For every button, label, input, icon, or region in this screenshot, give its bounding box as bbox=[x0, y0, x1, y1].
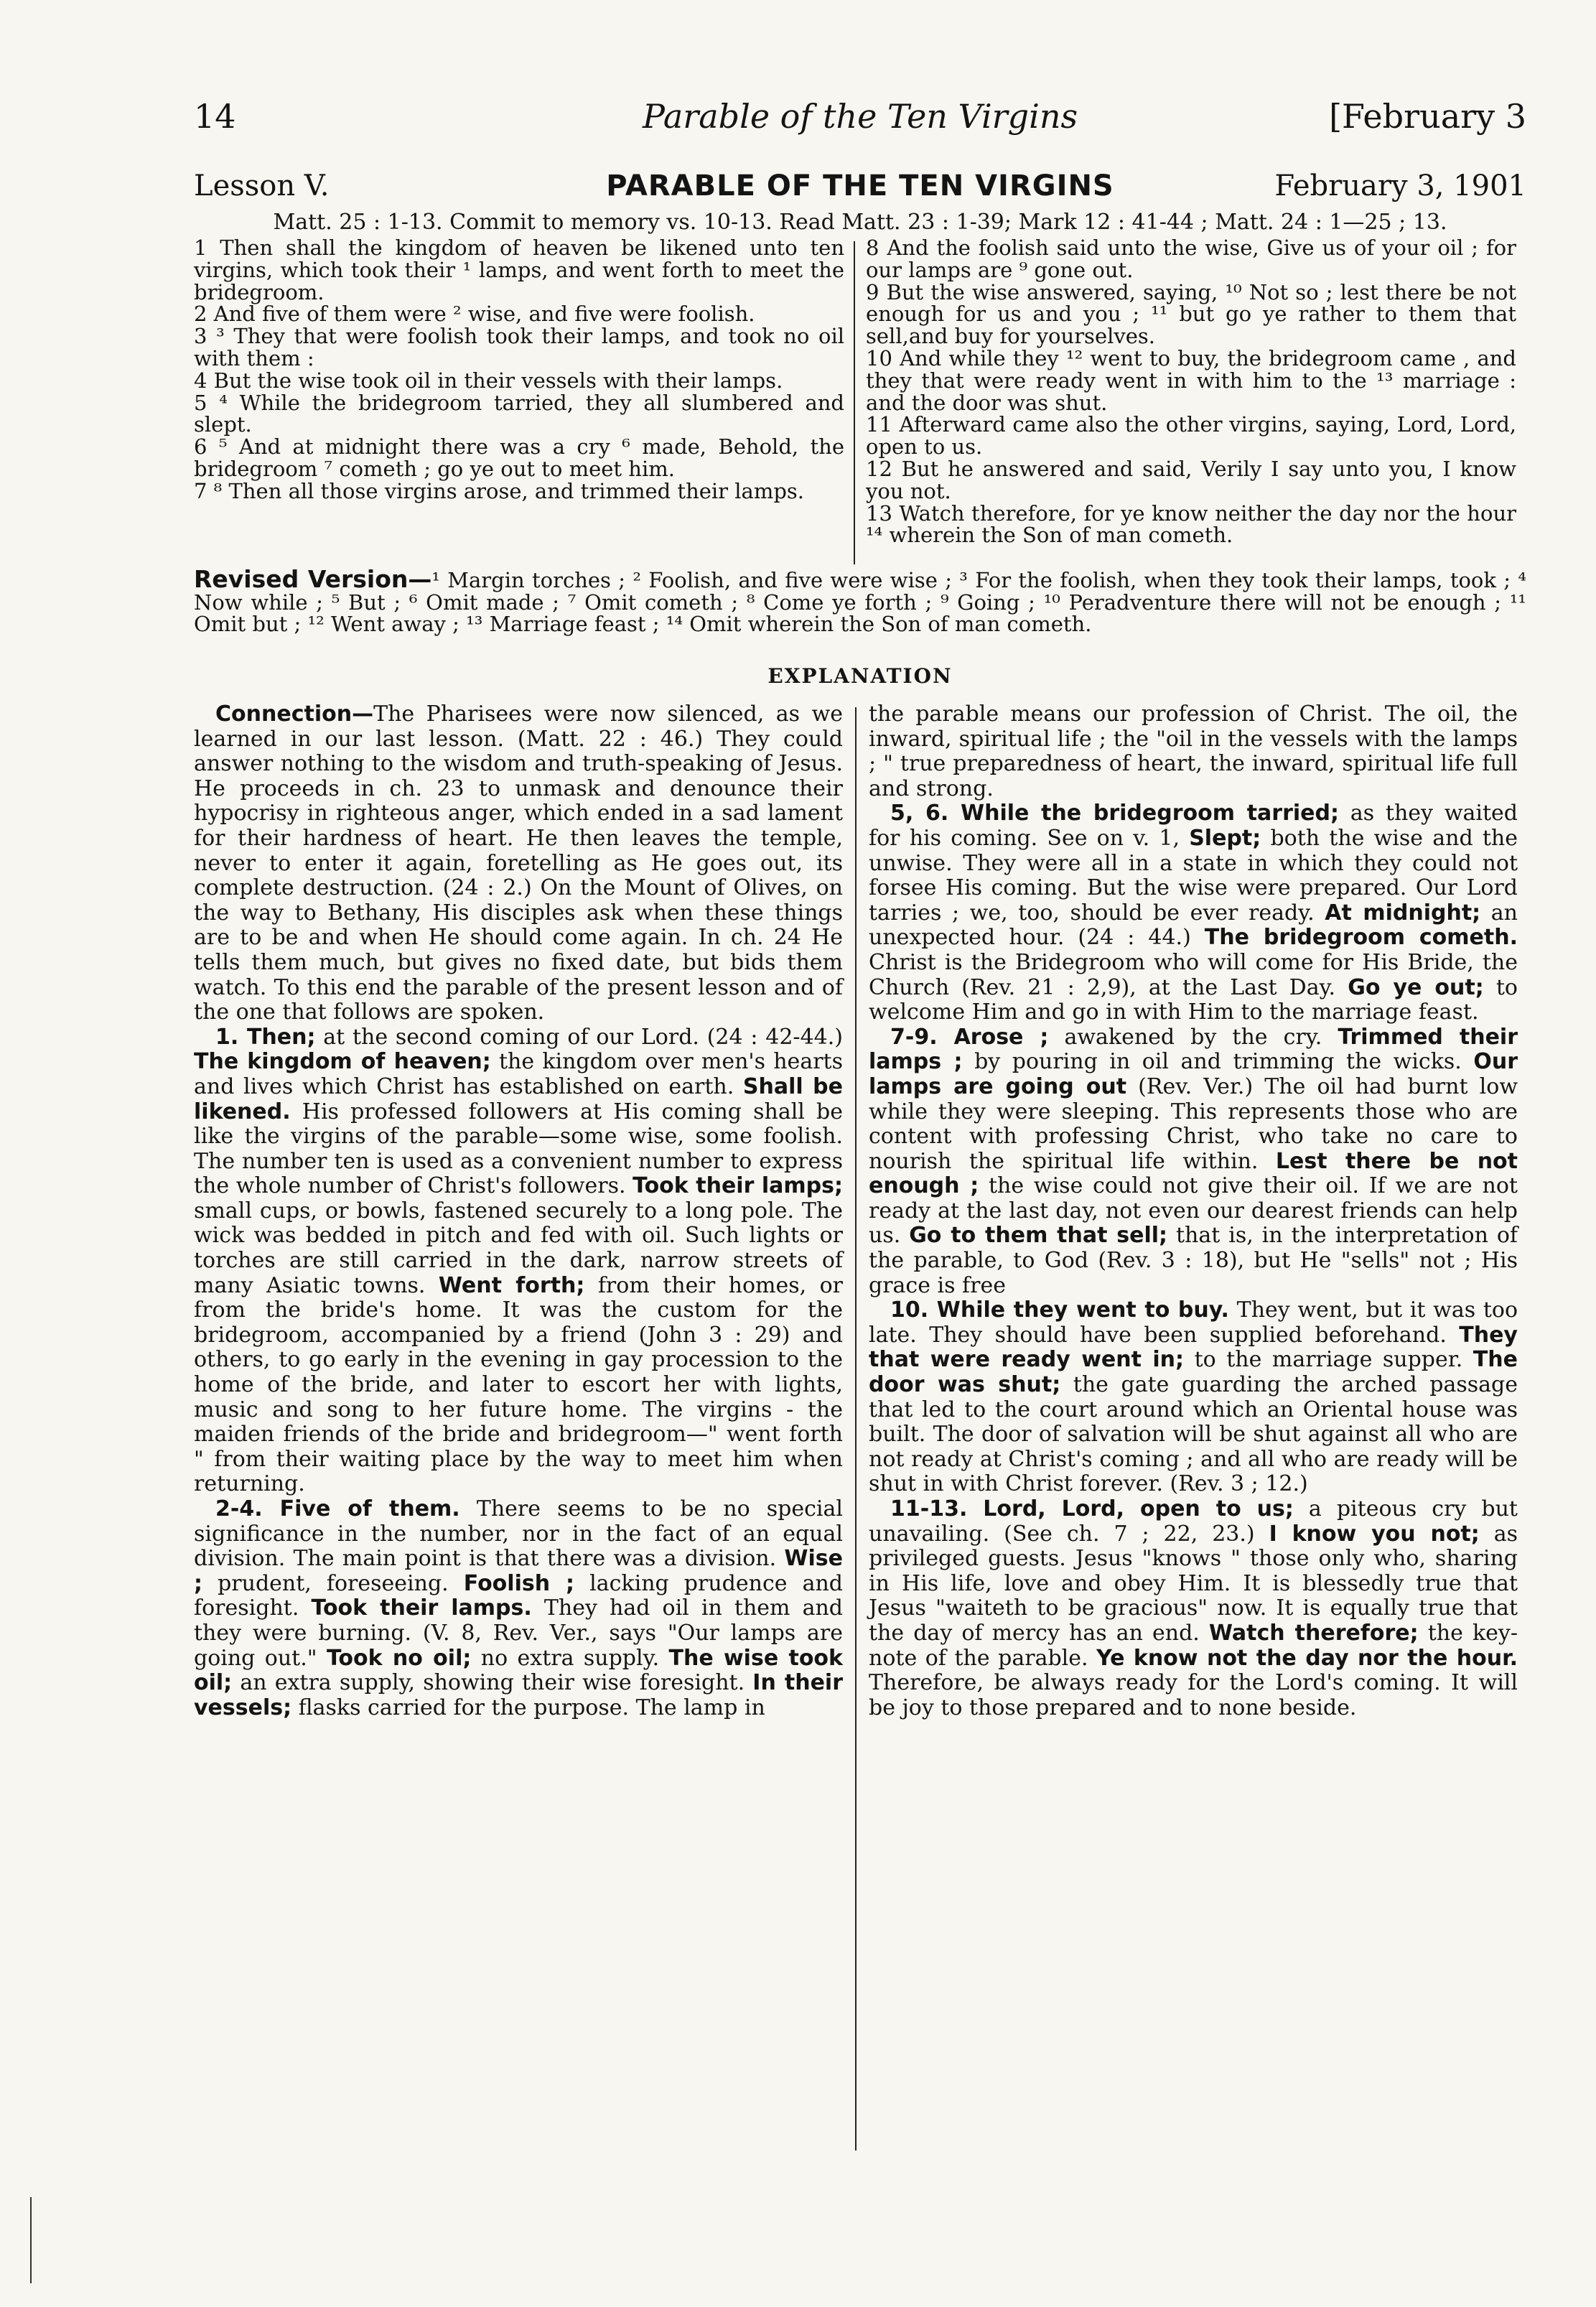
lesson-title: PARABLE OF THE TEN VIRGINS bbox=[606, 169, 1114, 202]
explanation-left-column bbox=[194, 702, 843, 2160]
commentary-text: to the marriage supper. bbox=[1184, 1347, 1473, 1373]
scripture-verse: 12 But he answered and said, Verily I say unto you, I know you not. bbox=[866, 456, 1516, 503]
binding-mark bbox=[30, 2197, 32, 2283]
keyword: The kingdom of heaven; bbox=[194, 1049, 491, 1075]
keyword: Our lamps are going out bbox=[869, 1049, 1518, 1099]
commentary-text: awakened by the cry. bbox=[1048, 1024, 1338, 1050]
scripture-verse: 2 And five of them were ² wise, and five were foolish. bbox=[194, 302, 755, 327]
commentary-text: lacking prudence and foresight. bbox=[194, 1570, 843, 1621]
commentary-text: a piteous cry but unavailing. (See ch. 7 ; 22, 23.) bbox=[869, 1496, 1518, 1547]
commentary-text: that is, in the interpretation of the parable, to God (Rev. 3 : 18), but He "sells" not ; His grace is free bbox=[869, 1223, 1518, 1298]
commentary-text: His professed followers at His coming shall be like the virgins of the parable—some wise, some foolish. The number ten is used as a convenient number to express the whole number of Christ's followers. bbox=[194, 1099, 843, 1199]
keyword: Wise ; bbox=[194, 1546, 843, 1596]
keyword: Took no oil; bbox=[326, 1645, 472, 1671]
commentary-text: both the wise and the unwise. They were all in a state in which they could not forsee His coming. But the wise were prepared. Our Lord tarries ; we, too, should be ever ready. bbox=[869, 825, 1518, 926]
explanation-paragraph bbox=[869, 1497, 1518, 1720]
scripture-left-column bbox=[194, 237, 844, 503]
keyword: Ye know not the day nor the hour. bbox=[1096, 1645, 1518, 1671]
scripture-right-column bbox=[866, 237, 1516, 546]
keyword: Shall be likened. bbox=[194, 1073, 844, 1124]
keyword: Took their lamps; bbox=[633, 1173, 843, 1199]
scripture-verse: 4 But the wise took oil in their vessels with their lamps. bbox=[194, 368, 783, 393]
keyword: Slept; bbox=[1189, 825, 1261, 851]
commentary-text: at the second coming of our Lord. (24 : 42-44.) bbox=[315, 1024, 843, 1050]
revised-version-label: Revised Version— bbox=[194, 565, 432, 593]
commentary-text: They went, but it was too late. They should have been supplied beforehand. bbox=[869, 1297, 1518, 1348]
scripture-verse: 13 Watch therefore, for ye know neither the day nor the hour ¹⁴ wherein the Son of man cometh. bbox=[866, 500, 1516, 548]
commentary-text: as they waited for his coming. See on v. 1, bbox=[869, 801, 1518, 851]
lesson-date: February 3, 1901 bbox=[1274, 169, 1526, 202]
explanation-paragraph bbox=[869, 1025, 1518, 1299]
commentary-text: the gate guarding the arched passage that led to the court around which an Oriental house was built. The door of salvation will be shut against all who are not ready at Christ's coming ; and all who are ready will be shut in with Christ forever. (Rev. 3 ; 12.) bbox=[869, 1372, 1518, 1497]
keyword: 10. While they went to buy. bbox=[890, 1297, 1229, 1323]
commentary-text: an unexpected hour. (24 : 44.) bbox=[869, 900, 1518, 951]
commentary-text: an extra supply, showing their wise foresight. bbox=[232, 1670, 753, 1696]
keyword: 7-9. Arose ; bbox=[890, 1024, 1049, 1050]
keyword: Go to them that sell; bbox=[909, 1223, 1168, 1249]
commentary-text: Therefore, be always ready for the Lord's coming. It will be joy to those prepared and to none beside. bbox=[869, 1670, 1518, 1720]
scripture-verse: 3 ³ They that were foolish took their lamps, and took no oil with them : bbox=[194, 324, 844, 370]
commentary-text: the kingdom over men's hearts and lives which Christ has established on earth. bbox=[194, 1049, 843, 1099]
commentary-text: as privileged guests. Jesus "knows " those only who, sharing in His life, love and obey Him. It is blessedly true that Jesus "waiteth to be gracious" now. It is equally true that the day of mercy has an end. bbox=[869, 1521, 1518, 1646]
keyword: I know you not; bbox=[1269, 1521, 1480, 1547]
keyword: Foolish ; bbox=[463, 1570, 575, 1596]
explanation-column-rule bbox=[855, 707, 857, 2150]
commentary-text: Christ is the Bridegroom who will come for His Bride, the Church (Rev. 21 : 2,9), at the Last Day. bbox=[869, 949, 1518, 1000]
running-header bbox=[194, 95, 1526, 146]
scripture-verse: 1 Then shall the kingdom of heaven be likened unto ten virgins, which took their ¹ lamps, and went forth to meet the bridegroom. bbox=[194, 236, 844, 304]
keyword: Lest there be not enough ; bbox=[869, 1148, 1518, 1199]
keyword: They that were ready went in; bbox=[869, 1322, 1518, 1373]
explanation-paragraph bbox=[194, 1025, 843, 1497]
revised-version-text: ¹ Margin torches ; ² Foolish, and five were wise ; ³ For the foolish, when they took their lamps, took ; ⁴ Now while ; ⁵ But ; ⁶ Omit made ; ⁷ Omit cometh ; ⁸ Come ye forth ; ⁹ Going ; ¹⁰ Peradventure there will not be enough ; ¹¹ Omit but ; ¹² Went away ; ¹³ Marriage feast ; ¹⁴ Omit wherein the Son of man cometh. bbox=[194, 568, 1526, 636]
commentary-text: There seems to be no special significance in the number, nor in the fact of an equal division. The main point is that there was a division. bbox=[194, 1496, 843, 1572]
keyword: 2-4. Five of them. bbox=[215, 1496, 460, 1521]
revised-version-notes bbox=[194, 565, 1526, 636]
running-title: Parable of the Ten Virgins bbox=[642, 97, 1078, 136]
commentary-text: the key-note of the parable. bbox=[869, 1620, 1518, 1671]
scripture-verse: 8 And the foolish said unto the wise, Give us of your oil ; for our lamps are ⁹ gone out. bbox=[866, 236, 1516, 282]
keyword: Connection— bbox=[215, 702, 374, 727]
keyword: The door was shut; bbox=[869, 1347, 1518, 1398]
scripture-verse: 10 And while they ¹² went to buy, the bridegroom came , and they that were ready went in with him to the ¹³ marriage : and the door was shut. bbox=[866, 345, 1516, 415]
commentary-text: small cups, or bowls, fastened securely to a long pole. The wick was bedded in pitch and fed with oil. Such lights or torches are still carried in the dark, narrow streets of many Asiatic towns. bbox=[194, 1198, 843, 1298]
explanation-right-column bbox=[869, 702, 1518, 2160]
commentary-text: to welcome Him and go in with Him to the marriage feast. bbox=[869, 974, 1518, 1025]
scripture-verse: 11 Afterward came also the other virgins, saying, Lord, Lord, open to us. bbox=[866, 412, 1516, 460]
keyword: 11-13. Lord, Lord, open to us; bbox=[890, 1496, 1294, 1521]
keyword: 1. Then; bbox=[215, 1024, 316, 1050]
scripture-verse: 9 But the wise answered, saying, ¹⁰ Not so ; lest there be not enough for us and you ; ¹¹ but go ye rather to them that sell,and buy for yourselves. bbox=[866, 279, 1516, 349]
lesson-heading bbox=[194, 167, 1526, 205]
explanation-paragraph bbox=[869, 801, 1518, 1025]
commentary-text: from their homes, or from the bride's home. It was the custom for the bridegroom, accompanied by a friend (John 3 : 29) and others, to go early in the evening in gay procession to the home of the bride, and later to escort her with lights, music and song to her future home. The virgins - the maiden friends of the bride and bridegroom—" went forth " from their waiting place by the way to meet him when returning. bbox=[194, 1272, 843, 1497]
explanation-paragraph bbox=[194, 702, 843, 1025]
keyword: Watch therefore; bbox=[1208, 1620, 1419, 1646]
scripture-verse: 5 ⁴ While the bridegroom tarried, they all slumbered and slept. bbox=[194, 390, 844, 437]
scripture-verse: 7 ⁸ Then all those virgins arose, and trimmed their lamps. bbox=[194, 478, 804, 503]
commentary-text: prudent, foreseeing. bbox=[202, 1570, 464, 1596]
explanation-paragraph bbox=[869, 1298, 1518, 1497]
explanation-paragraph bbox=[869, 702, 1518, 801]
page-number: 14 bbox=[194, 97, 236, 136]
keyword: At midnight; bbox=[1325, 900, 1481, 926]
explanation-paragraph bbox=[194, 1497, 843, 1720]
commentary-text: by pouring in oil and trimming the wicks. bbox=[962, 1049, 1474, 1075]
scripture-verse: 6 ⁵ And at midnight there was a cry ⁶ made, Behold, the bridegroom ⁷ cometh ; go ye out to meet him. bbox=[194, 434, 844, 481]
commentary-text: The Pharisees were now silenced, as we learned in our last lesson. (Matt. 22 : 46.) They could answer nothing to the wisdom and truth-speaking of Jesus. He proceeds in ch. 23 to unmask and denounce their hypocrisy in righteous anger, which ended in a sad lament for their hardness of heart. He then leaves the temple, never to enter it again, foretelling as He goes out, its complete destruction. (24 : 2.) On the Mount of Olives, on the way to Bethany, His disciples ask when these things are to be and when He should come again. In ch. 24 He tells them much, but gives no fixed date, but bids them watch. To this end the parable of the present lesson and of the one that follows are spoken. bbox=[194, 702, 843, 1025]
keyword: 5, 6. While the bridegroom tarried; bbox=[890, 801, 1339, 826]
commentary-text: flasks carried for the purpose. The lamp in bbox=[291, 1695, 765, 1720]
commentary-text: the wise could not give their oil. If we are not ready at the last day, not even our dearest friends can help us. bbox=[869, 1173, 1518, 1249]
keyword: The bridegroom cometh. bbox=[1204, 925, 1518, 951]
keyword: Go ye out; bbox=[1348, 974, 1484, 1000]
commentary-text: They had oil in them and they were burning. (V. 8, Rev. Ver., says "Our lamps are going out." bbox=[194, 1595, 843, 1671]
keyword: Went forth; bbox=[438, 1272, 585, 1298]
running-date: [February 3 bbox=[1329, 97, 1526, 136]
commentary-text: (Rev. Ver.) The oil had burnt low while they were sleeping. This represents those who are content with professing Christ, who take no care to nourish the spiritual life within. bbox=[869, 1073, 1518, 1174]
lesson-reference: Matt. 25 : 1-13. Commit to memory vs. 10-13. Read Matt. 23 : 1-39; Mark 12 : 41-44 ; Matt. 24 : 1—25 ; 13. bbox=[273, 210, 1447, 235]
commentary-text: the parable means our profession of Christ. The oil, the inward, spiritual life ; the "oil in the vessels with the lamps ; " true preparedness of heart, the inward, spiritual life full and strong. bbox=[869, 702, 1518, 801]
explanation-heading: EXPLANATION bbox=[767, 664, 953, 688]
keyword: Trimmed their lamps ; bbox=[869, 1024, 1518, 1075]
commentary-text: no extra supply. bbox=[471, 1645, 669, 1671]
keyword: In their vessels; bbox=[194, 1670, 843, 1720]
lesson-number: Lesson V. bbox=[194, 169, 330, 202]
keyword: The wise took oil; bbox=[194, 1645, 843, 1696]
scripture-column-rule bbox=[854, 241, 855, 564]
keyword: Took their lamps. bbox=[311, 1595, 532, 1621]
